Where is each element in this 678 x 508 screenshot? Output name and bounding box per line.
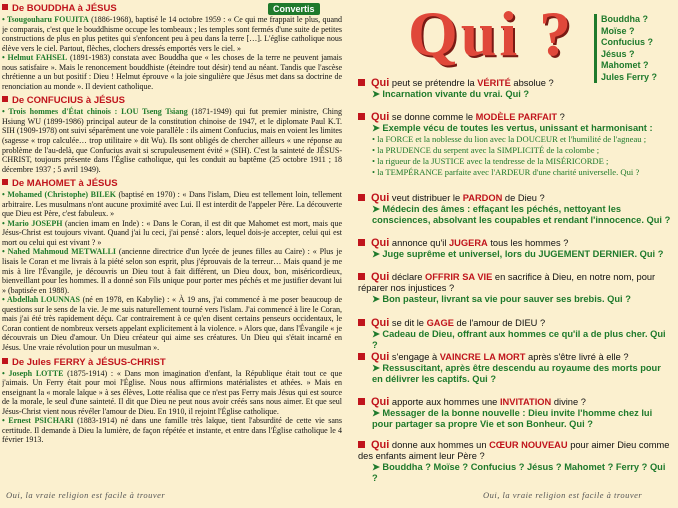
paragraph [2,416,342,445]
paragraph-text: (baptisé en 1970) : « Dans l'islam, Dieu est tellement loin, tellement arbitraire. Les musulmans n'ont aucune proximité avec Lui. Il est interdit de l'appeler Père. La découverte que Dieu est Père, c'est fabuleux. » [2,190,342,219]
question-line [358,440,672,462]
person-name: • Helmut FAHSEL [2,53,68,63]
question-text: après s'être livré à elle ? [525,352,629,362]
answer-text: ➤ Médecin des âmes : effaçant les péchés, nettoyant les consciences, absolvant les coupables et rendant l'innocence. Qui ? [372,204,671,225]
paragraph [2,15,342,53]
bullet-square-icon [358,239,365,246]
question-text: s'engage à [389,352,440,362]
answer-text: ➤ Messager de la bonne nouvelle : Dieu invite l'homme chez lui pour partager sa propre Vie et son Bonheur. Qui ? [372,408,653,429]
question-keyword: MODÈLE PARFAIT [475,112,558,122]
paragraph [2,53,342,91]
person-name: • Nahed Mahmoud METWALLI [2,247,117,257]
paragraph [2,219,342,248]
paragraph [2,295,342,352]
question-text: se donne comme le [389,112,476,122]
footer-right: Oui, la vraie religion est facile à trouver [483,490,643,500]
question-line [358,112,672,123]
bullet-square-icon [358,319,365,326]
question-line [358,272,672,294]
question-line [358,78,672,89]
question-6 [358,318,672,351]
bullet-square-icon [358,441,365,448]
section-ferry [2,357,342,445]
section-confucius [2,95,342,174]
question-text: apporte aux hommes une [389,397,500,407]
question-text: ? [557,112,565,122]
bullet-square-icon [358,273,365,280]
answer-subitem: • la rigueur de la JUSTICE avec la tendresse de la MISÉRICORDE ; [372,156,609,166]
page-title: Qui ? [408,0,575,69]
names-list-item: Mahomet ? [601,60,649,70]
answer-text: ➤ Incarnation vivante du vrai. Qui ? [372,89,530,99]
question-1 [358,78,672,100]
answer-text: ➤ Cadeau de Dieu, offrant aux hommes ce qu'il a de plus cher. Qui ? [372,329,666,350]
question-text: peut se prétendre la [389,78,478,88]
bullet-square-icon [2,358,8,364]
question-line [358,318,672,329]
question-text: annonce qu'il [389,238,450,248]
names-list-item: Moïse ? [601,25,635,36]
paragraph [2,369,342,417]
question-line [358,397,672,408]
bullet-square-icon [358,79,365,86]
person-name: • Joseph LOTTE [2,368,64,378]
names-list-item: Jules Ferry ? [601,71,658,82]
paragraph-text: (1871-1949) qui fut premier ministre, Ching Hsiung WU (1899-1986) principal auteur de la constitution chinoise de 1947, et le diplomate Paul K.T. SIH (1909-1978) ont suivi séparément une voie parallèle : ils aiment Confucius, mais en voient les limites (sagesse « trop calculée… trop utilitaire » dit Wu). Ils sont obligés de chercher ailleurs « une réponse au problème de l'au-delà, que Confucius avait si scrupuleusement évité » (SIH). C'est la sainteté de JÉSUS-CHRIST, toujours présente dans l'Église catholique, qui les conduit au baptême (25 octobre 1911 ; 18 décembre 1937 ; 5 avril 1949). [2,107,342,174]
question-keyword: PARDON [462,193,503,203]
section-title [2,95,342,107]
question-keyword: OFFRIR SA VIE [425,272,493,282]
question-keyword: JUGERA [449,238,488,248]
answer-subitem: • la TEMPÉRANCE parfaite avec l'ARDEUR d'une charité universelle. Qui ? [372,167,640,177]
answer-text: ➤ Bon pasteur, livrant sa vie pour sauver ses brebis. Qui ? [372,294,631,304]
question-3 [358,193,672,226]
answer-text: ➤ Juge suprême et universel, lors du JUGEMENT DERNIER. Qui ? [372,249,664,259]
question-5 [358,272,672,305]
question-word: Qui [371,237,390,249]
bullet-square-icon [358,398,365,405]
person-name: • Abdellah LOUNNAS [2,295,80,305]
question-line [358,352,672,363]
bullet-square-icon [358,353,365,360]
question-line [358,193,672,204]
answer-subitem: • la PRUDENCE du serpent avec la SIMPLICITÉ de la colombe ; [372,145,600,155]
bullet-square-icon [358,113,365,120]
section-title-text: De MAHOMET à JÉSUS [12,178,118,190]
question-text: tous les hommes ? [487,238,569,248]
convertis-badge: Convertis [268,3,320,15]
person-name: • Trois hommes d'État chinois : LOU Tseng Tsiang [2,107,188,117]
question-4 [358,238,672,260]
section-mahomet [2,178,342,352]
question-keyword: GAGE [426,318,454,328]
question-7 [358,352,672,385]
bullet-square-icon [2,96,8,102]
paragraph-text: (1883-1914) né dans une famille très laïque, tient l'absurdité de cette vie sans certitude. Il demande à Dieu la lumière, de façon répétée et instante, et entre dans l'Église catholique le 4 février 1913. [2,416,342,445]
section-title [2,357,342,369]
question-text: pour aimer Dieu comme des enfants aiment leur Père ? [358,440,670,461]
question-word: Qui [371,439,390,451]
left-column [2,0,342,508]
answer-text: ➤ Bouddha ? Moïse ? Confucius ? Jésus ? Mahomet ? Ferry ? Qui ? [372,462,666,483]
paragraph [2,247,342,295]
person-name: • Tsougouharu FOUJITA [2,15,89,24]
person-name: • Mohamed (Christophe) BILEK [2,190,116,200]
names-list-item: Jésus ? [601,48,635,59]
question-text: se dit le [389,318,427,328]
question-text: de l'amour de DIEU ? [453,318,546,328]
section-title [2,178,342,190]
names-list [594,14,657,83]
question-line [358,238,672,249]
question-word: Qui [371,111,390,123]
question-keyword: CŒUR NOUVEAU [489,440,568,450]
question-keyword: VÉRITÉ [477,78,511,88]
question-text: veut distribuer le [389,193,463,203]
question-word: Qui [371,192,390,204]
answer-subitem: • la FORCE et la noblesse du lion avec la DOUCEUR et l'humilité de l'agneau ; [372,134,647,144]
question-text: déclare [389,272,426,282]
question-word: Qui [371,396,390,408]
section-title-text: De BOUDDHA à JÉSUS [12,3,117,14]
paragraph-text: (1886-1968), baptisé le 14 octobre 1959 : « Ce qui me frappait le plus, quand je comparais, c'est que le bouddhisme occupe les tombeaux ; les temples sont fermés d'une suite de petites constructions de plus en plus petites qui s'enfoncent peu à peu dans la terre […]. L'église catholique nous élève vers le ciel. Partout, flèches, clochers dressés emportés vers le ciel. » [2,15,342,53]
question-text: donne aux hommes un [389,440,490,450]
question-keyword: VAINCRE LA MORT [439,352,526,362]
footer-left: Oui, la vraie religion est facile à trouver [6,490,166,500]
paragraph-text: (né en 1978, en Kabylie) : « À 19 ans, j'ai commencé à me poser beaucoup de questions sur le sens de la vie. Je me suis naturellement tourné vers l'islam. J'ai commencé à lire le Coran, mais j'ai été très rapidement déçu. Car contrairement à ce qu'en disent certains penseurs occidentaux, le Coran contient de nombreux versets appelant explicitement à la violence. » Alors que, dans l'Évangile « je découvrais un Dieu d'amour. Un Dieu créateur qui aime ses créatures. Un Dieu qui s'était incarné en Jésus. Une vraie révolution pour un musulman ». [2,295,342,352]
section-title-text: De CONFUCIUS à JÉSUS [12,95,125,107]
paragraph-text: (1875-1914) : « Dans mon imagination d'enfant, la République était tout ce que j'aimais. Un Ferry était pour moi l'Église. Nous nous affirmions matérialistes et athées. » Mais en enseignant la « morale laïque » à ses élèves, Lotte réalisa que ce n'est pas Ferry mais Jésus qui est source de la morale, le seul d'une sainteté. Il dit que Dieu ne peut nous avoir créés sans nous aimer. Et que seul Jésus-Christ vient nous révéler l'amour de Dieu. En 1910, il rejoint l'Église catholique. [2,368,342,416]
question-text: divine ? [551,397,586,407]
person-name: • Ernest PSICHARI [2,416,74,426]
paragraph-text: (ancien imam en Inde) : « Dans le Coran, il est dit que Mahomet est mort, mais que Jésus-Christ est toujours vivant. Quand j'ai lu ceci, j'ai pensé : alors, lequel dois-je accepter, celui qui est mort ou celui qui est vivant ? » [2,218,342,247]
question-keyword: INVITATION [499,397,552,407]
question-text: en sacrifice à Dieu, en notre nom, pour réparer nos injustices ? [358,272,656,293]
question-8 [358,397,672,430]
answer-text: ➤ Ressuscitant, après être descendu au royaume des morts pour en délivrer les captifs. Qui ? [372,363,661,384]
person-name: • Mario JOSEPH [2,218,63,228]
paragraph-text: (ancienne directrice d'un lycée de jeunes filles au Caire) : « Plus je lisais le Coran et me livrais à la piété selon son esprit, plus j'éprouvais de la terreur… Mais quand je me mis à lire l'Évangile, je découvris un Dieu tout à fait différent, un Dieu doux, bon, miséricordieux, bienveillant pour les hommes. Il a donné son Fils unique pour porter mes péchés et me justifier devant lui » (baptisée en 1988). [2,247,342,295]
bullet-square-icon [2,179,8,185]
paragraph-text: (1891-1983) constata avec Bouddha que « les choses de la terre ne peuvent jamais nous satisfaire ». Mais le renoncement bouddhiste (éteindre tout désir) tend au néant. Tandis que l'ascèse chrétienne a un but positif : Dieu ! Helmut éprouve « la joie singulière que Jésus met dans sa doctrine de renonciation au monde ». Il devient catholique. [2,53,342,91]
section-title-text: De Jules FERRY à JÉSUS-CHRIST [12,356,166,368]
bullet-square-icon [2,4,8,10]
paragraph [2,107,342,174]
question-text: absolue ? [510,78,554,88]
question-word: Qui [371,271,390,283]
names-list-item: Bouddha ? [601,14,648,24]
answer-text: ➤ Exemple vécu de toutes les vertus, unissant et harmonisant : [372,123,653,133]
section-buddha [2,3,342,91]
question-word: Qui [371,351,390,363]
question-text: de Dieu ? [502,193,545,203]
question-2 [358,112,672,178]
question-word: Qui [371,317,390,329]
paragraph [2,190,342,219]
question-word: Qui [371,77,390,89]
bullet-square-icon [358,194,365,201]
names-list-item: Confucius ? [601,37,653,47]
question-9 [358,440,672,484]
